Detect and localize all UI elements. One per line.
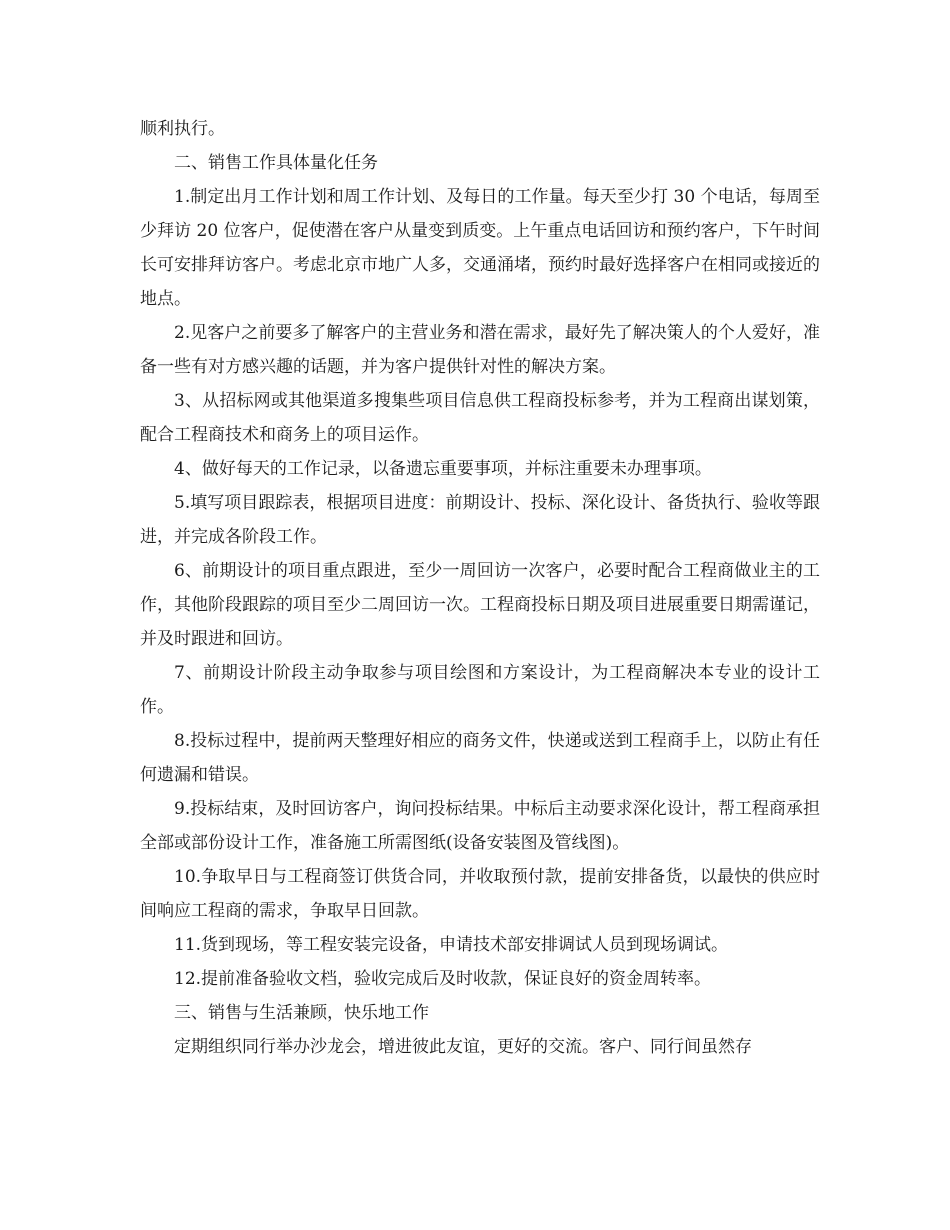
- list-item: 7、前期设计阶段主动争取参与项目绘图和方案设计，为工程商解决本专业的设计工作。: [140, 663, 820, 717]
- section-heading-work-life: 三、销售与生活兼顾，快乐地工作: [174, 1003, 429, 1023]
- paragraph-continuation: 顺利执行。: [140, 119, 225, 139]
- section-heading-quantified-tasks: 二、销售工作具体量化任务: [174, 153, 378, 173]
- document-body: [140, 112, 820, 1064]
- list-item: 3、从招标网或其他渠道多搜集些项目信息供工程商投标参考，并为工程商出谋划策，配合工程商技术和商务上的项目运作。: [140, 391, 820, 445]
- list-item: 2.见客户之前要多了解客户的主营业务和潜在需求，最好先了解决策人的个人爱好，准备一些有对方感兴趣的话题，并为客户提供针对性的解决方案。: [140, 323, 820, 377]
- list-item: 5.填写项目跟踪表，根据项目进度：前期设计、投标、深化设计、备货执行、验收等跟进，并完成各阶段工作。: [140, 493, 820, 547]
- list-item: 4、做好每天的工作记录，以备遗忘重要事项，并标注重要未办理事项。: [174, 459, 712, 479]
- list-item: 6、前期设计的项目重点跟进，至少一周回访一次客户，必要时配合工程商做业主的工作，其他阶段跟踪的项目至少二周回访一次。工程商投标日期及项目进展重要日期需谨记，并及时跟进和回访。: [140, 561, 820, 649]
- list-item: 12.提前准备验收文档，验收完成后及时收款，保证良好的资金周转率。: [174, 969, 712, 989]
- paragraph-body: 定期组织同行举办沙龙会，增进彼此友谊，更好的交流。客户、同行间虽然存: [174, 1037, 752, 1057]
- list-item: 8.投标过程中，提前两天整理好相应的商务文件，快递或送到工程商手上，以防止有任何遗漏和错误。: [140, 731, 820, 785]
- list-item: 1.制定出月工作计划和周工作计划、及每日的工作量。每天至少打 30 个电话，每周至少拜访 20 位客户，促使潜在客户从量变到质变。上午重点电话回访和预约客户，下午时间长可安排拜访客户。考虑北京市地广人多，交通涌堵，预约时最好选择客户在相同或接近的地点。: [140, 187, 820, 309]
- list-item: 10.争取早日与工程商签订供货合同，并收取预付款，提前安排备货，以最快的供应时间响应工程商的需求，争取早日回款。: [140, 867, 820, 921]
- list-item: 11.货到现场，等工程安装完设备，申请技术部安排调试人员到现场调试。: [174, 935, 729, 955]
- list-item: 9.投标结束，及时回访客户，询问投标结果。中标后主动要求深化设计，帮工程商承担全部或部份设计工作，准备施工所需图纸(设备安装图及管线图)。: [140, 799, 820, 853]
